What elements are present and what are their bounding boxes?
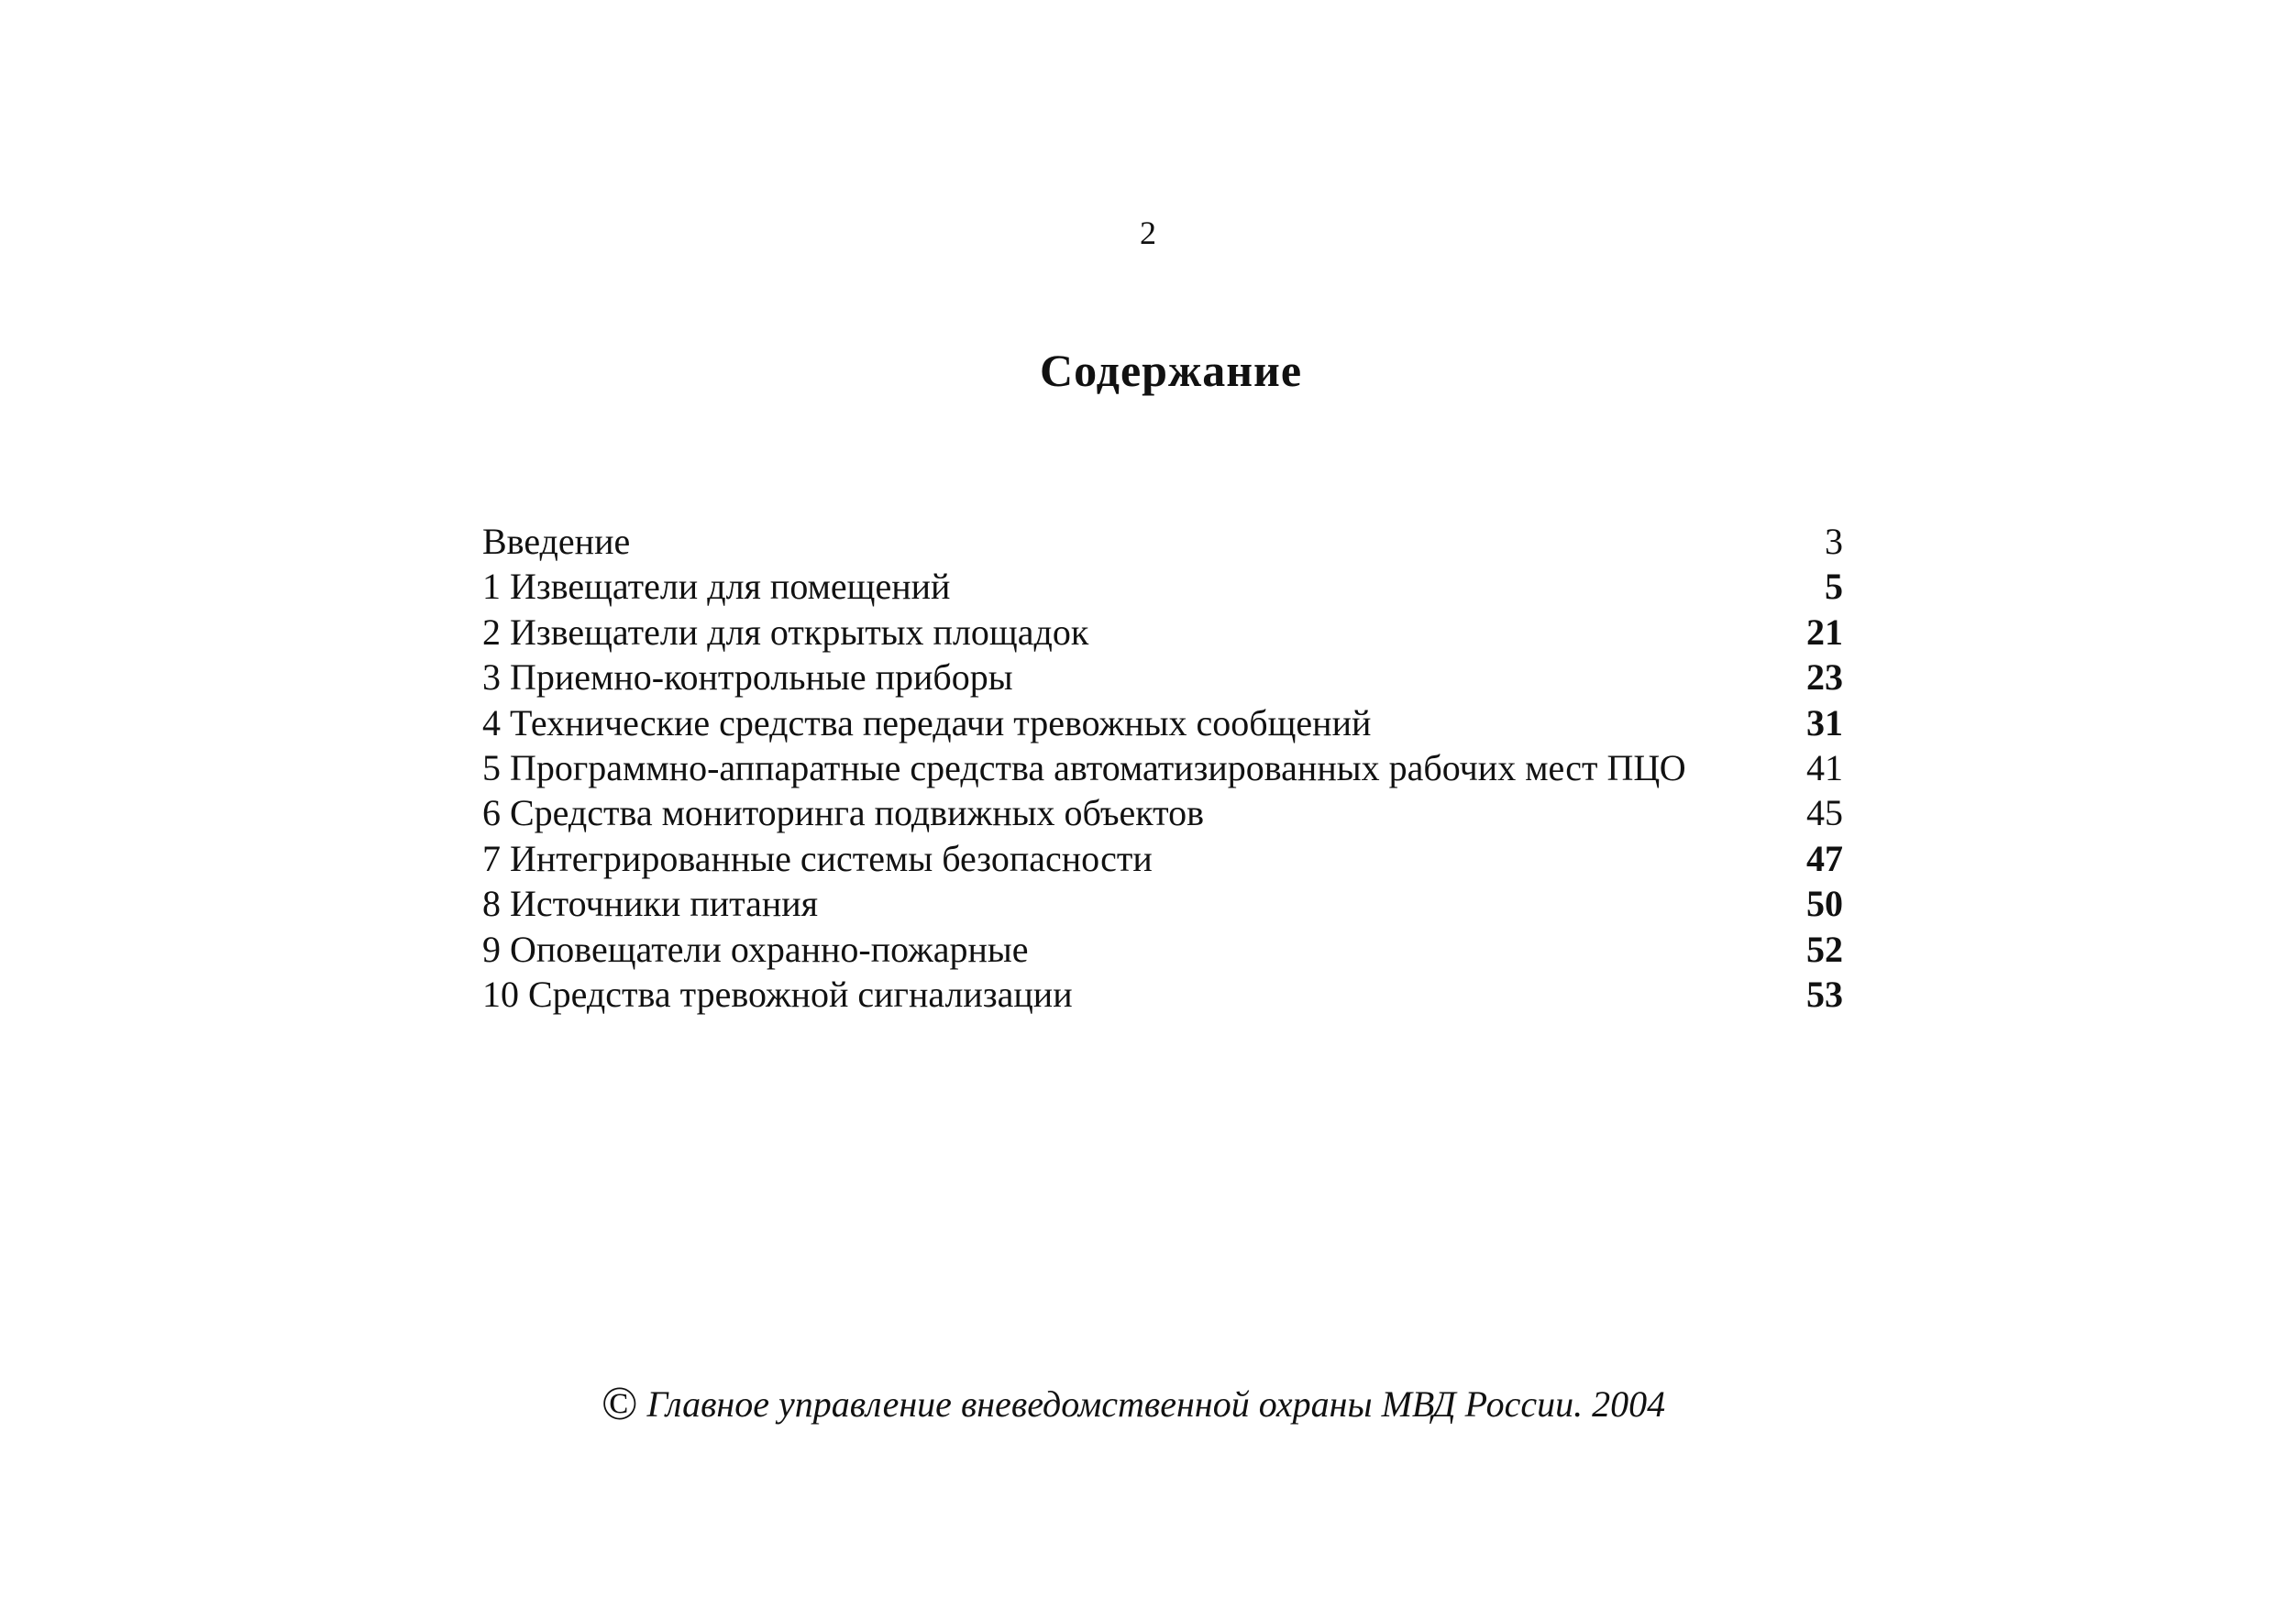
toc-entry-label: 9 Оповещатели охранно-пожарные — [482, 928, 1029, 970]
toc-entry-5[interactable] — [482, 745, 1843, 790]
page-number: 2 — [1140, 215, 1156, 251]
toc-entry-label: 3 Приемно-контрольные приборы — [482, 656, 1013, 699]
table-of-contents — [482, 519, 1843, 1017]
toc-entry-page: 31 — [1806, 701, 1843, 743]
copyright-icon: © — [602, 1378, 638, 1430]
toc-entry-page: 53 — [1806, 973, 1843, 1015]
toc-entry-label: 10 Средства тревожной сигнализации — [482, 973, 1073, 1015]
toc-entry-label: 5 Программно-аппаратные средства автоматизированных рабочих мест ПЦО — [482, 746, 1686, 788]
toc-entry-page: 5 — [1825, 566, 1843, 608]
toc-entry-page: 23 — [1806, 656, 1843, 699]
toc-entry-page: 47 — [1806, 837, 1843, 879]
toc-entry-page: 52 — [1806, 928, 1843, 970]
toc-entry-page: 50 — [1806, 883, 1843, 925]
toc-entry-label: 2 Извещатели для открытых площадок — [482, 611, 1089, 653]
toc-entry-4[interactable] — [482, 700, 1843, 745]
toc-entry-6[interactable] — [482, 790, 1843, 835]
toc-entry-8[interactable] — [482, 881, 1843, 926]
toc-entry-label: Введение — [482, 521, 631, 562]
toc-entry-label: 8 Источники питания — [482, 883, 819, 925]
toc-entry-7[interactable] — [482, 836, 1843, 881]
toc-entry-label: 6 Средства мониторинга подвижных объектов — [482, 792, 1205, 834]
toc-entry-3[interactable] — [482, 655, 1843, 699]
toc-entry-1[interactable] — [482, 564, 1843, 609]
toc-entry-10[interactable] — [482, 972, 1843, 1017]
toc-entry-page: 21 — [1806, 611, 1843, 653]
toc-entry-label: 7 Интегрированные системы безопасности — [482, 837, 1153, 879]
toc-entry-label: 4 Технические средства передачи тревожных сообщений — [482, 701, 1372, 743]
toc-entry-page: 3 — [1825, 521, 1843, 562]
copyright-footer — [602, 1379, 1665, 1430]
toc-entry-introduction[interactable] — [482, 519, 1843, 564]
toc-entry-page: 45 — [1806, 792, 1843, 834]
toc-entry-2[interactable] — [482, 610, 1843, 655]
toc-entry-9[interactable] — [482, 927, 1843, 972]
toc-entry-label: 1 Извещатели для помещений — [482, 566, 951, 608]
page-title: Содержание — [1039, 345, 1303, 396]
copyright-text: Главное управление вневедомственной охраны МВД России. 2004 — [646, 1383, 1666, 1425]
toc-entry-page: 41 — [1806, 746, 1843, 788]
